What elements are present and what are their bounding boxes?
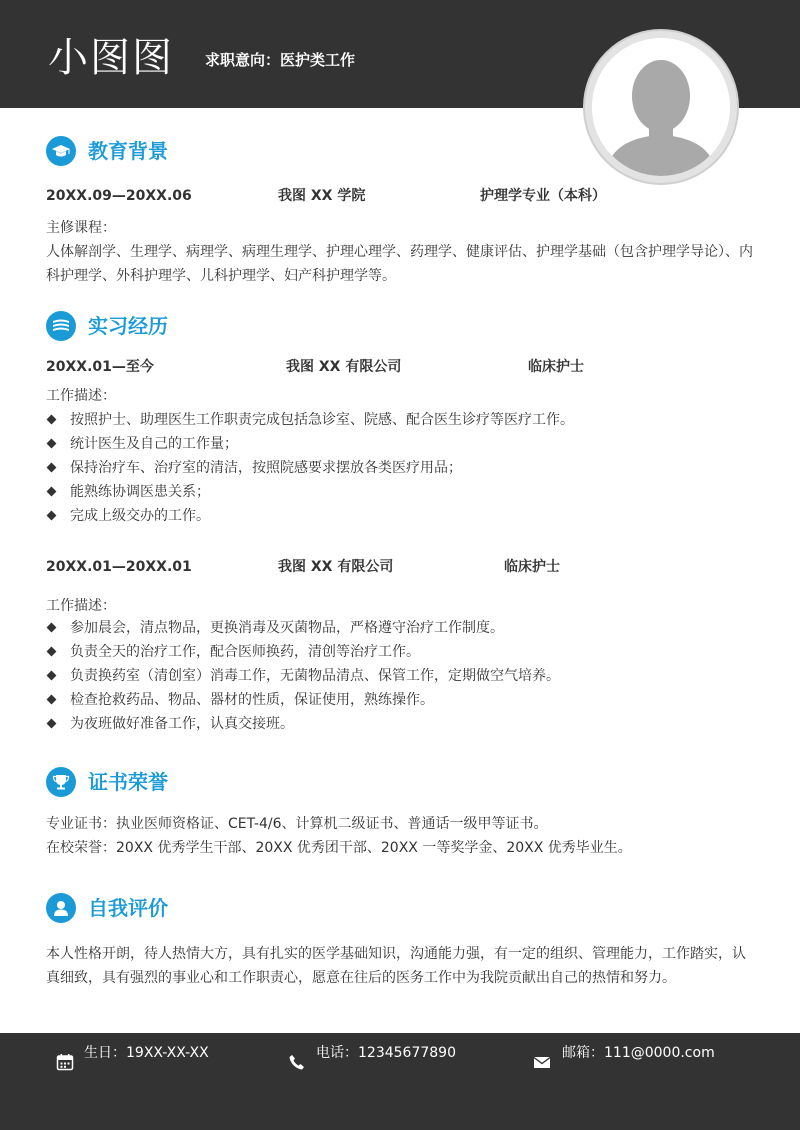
school-honors: 在校荣誉：20XX 优秀学生干部、20XX 优秀团干部、20XX 一等奖学金、20XX 优秀毕业生。 (46, 840, 632, 856)
job-desc-label: 工作描述： (46, 598, 116, 614)
birthday-text: 生日：19XX-XX-XX (84, 1045, 209, 1061)
list-item: 完成上级交办的工作。 (46, 504, 574, 528)
job-intent: 求职意向：医护类工作 (205, 51, 356, 69)
profile-photo-frame (583, 29, 739, 185)
job-duties-list (46, 408, 574, 528)
section-title: 自我评价 (88, 896, 168, 920)
list-item: 保持治疗车、治疗室的清洁，按照院感要求摆放各类医疗用品； (46, 456, 574, 480)
self-evaluation-text: 本人性格开朗，待人热情大方，具有扎实的医学基础知识，沟通能力强，有一定的组织、管理能力，工作踏实，认真细致，具有强烈的事业心和工作职责心，愿意在往后的医务工作中为我院贡献出自己的热情和努力。 (46, 946, 746, 986)
courses-text: 人体解剖学、生理学、病理学、病理生理学、护理心理学、药理学、健康评估、护理学基础（包含护理学导论）、内科护理学、外科护理学、儿科护理学、妇产科护理学等。 (46, 244, 753, 284)
job-company: 我图 XX 有限公司 (286, 359, 402, 375)
trophy-icon (46, 767, 76, 797)
list-item: 负责换药室（清创室）消毒工作，无菌物品清点、保管工作，定期做空气培养。 (46, 664, 560, 688)
list-item: 能熟练协调医患关系； (46, 480, 574, 504)
section-title: 实习经历 (88, 314, 168, 338)
education-major: 护理学专业（本科） (480, 188, 606, 204)
courses-label: 主修课程： (46, 220, 116, 236)
phone-icon (288, 1053, 306, 1071)
book-stack-icon (46, 311, 76, 341)
avatar-silhouette-icon (592, 38, 730, 176)
section-title: 教育背景 (88, 139, 168, 163)
list-item: 按照护士、助理医生工作职责完成包括急诊室、院感、配合医生诊疗等医疗工作。 (46, 408, 574, 432)
mail-icon (533, 1053, 551, 1071)
job-period: 20XX.01—20XX.01 (46, 559, 192, 575)
list-item: 负责全天的治疗工作，配合医师换药，清创等治疗工作。 (46, 640, 560, 664)
phone-text: 电话：12345677890 (316, 1045, 456, 1061)
list-item: 统计医生及自己的工作量； (46, 432, 574, 456)
candidate-name: 小图图 (48, 35, 174, 81)
job-role: 临床护士 (504, 559, 560, 575)
person-icon (46, 893, 76, 923)
list-item: 参加晨会，清点物品，更换消毒及灭菌物品，严格遵守治疗工作制度。 (46, 616, 560, 640)
footer-bar (0, 1033, 800, 1130)
graduation-cap-icon (46, 136, 76, 166)
job-period: 20XX.01—至今 (46, 359, 154, 375)
calendar-icon (56, 1053, 74, 1071)
list-item: 为夜班做好准备工作，认真交接班。 (46, 712, 560, 736)
education-school: 我图 XX 学院 (278, 188, 366, 204)
job-company: 我图 XX 有限公司 (278, 559, 394, 575)
list-item: 检查抢救药品、物品、器材的性质，保证使用，熟练操作。 (46, 688, 560, 712)
job-duties-list (46, 616, 560, 736)
avatar (592, 38, 730, 176)
education-period: 20XX.09—20XX.06 (46, 188, 192, 204)
job-role: 临床护士 (528, 359, 584, 375)
section-title: 证书荣誉 (88, 770, 168, 794)
job-desc-label: 工作描述： (46, 388, 116, 404)
professional-certificates: 专业证书：执业医师资格证、CET-4/6、计算机二级证书、普通话一级甲等证书。 (46, 816, 548, 832)
email-text: 邮箱：111@0000.com (562, 1045, 715, 1061)
